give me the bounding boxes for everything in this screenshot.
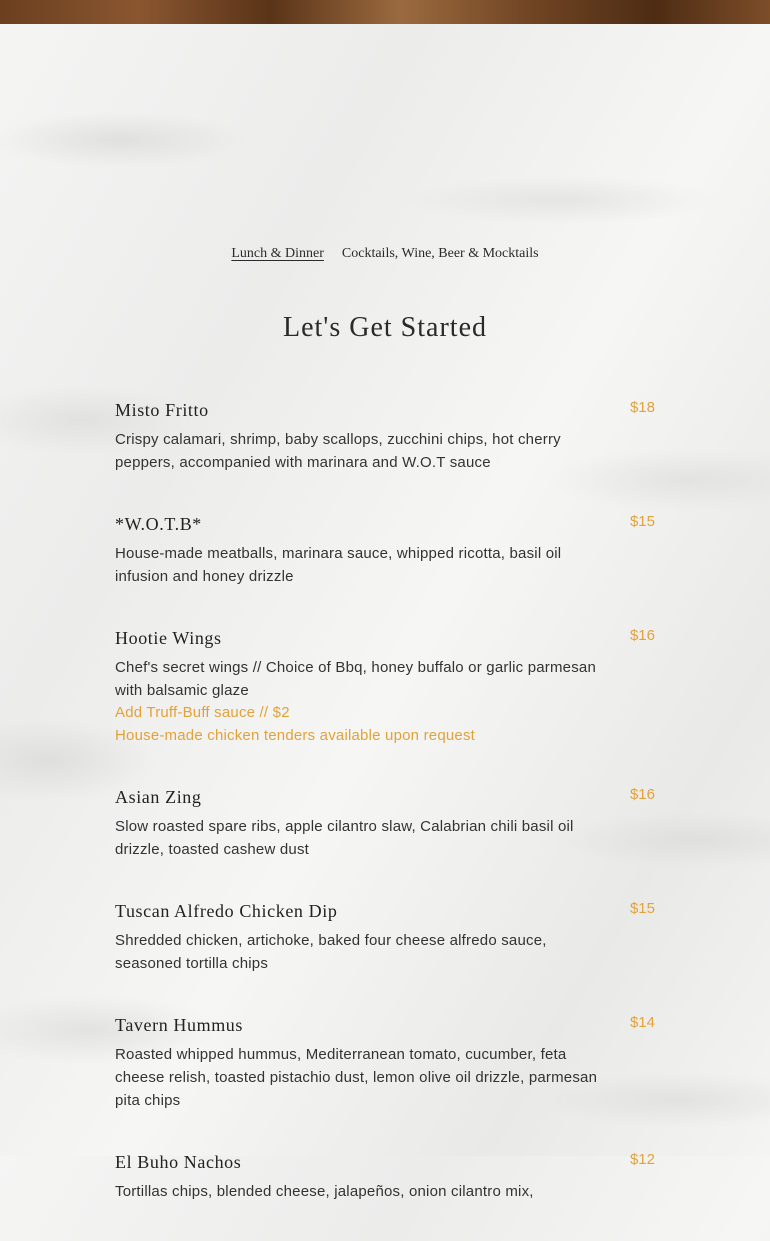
menu-list <box>115 398 655 1241</box>
menu-item-wotb <box>115 512 655 588</box>
item-description: Slow roasted spare ribs, apple cilantro slaw, Calabrian chili basil oil drizzle, toasted cashew dust <box>115 818 574 858</box>
item-description: Roasted whipped hummus, Mediterranean tomato, cucumber, feta cheese relish, toasted pistachio dust, lemon olive oil drizzle, parmesan pita chips <box>115 1046 598 1109</box>
item-name: Asian Zing <box>115 787 202 807</box>
item-addon-note: Add Truff-Buff sauce // $2 <box>115 704 290 721</box>
item-name: Hootie Wings <box>115 628 222 648</box>
section-title: Let's Get Started <box>283 312 487 343</box>
menu-item-el-buho-nachos <box>115 1150 655 1203</box>
item-price: $12 <box>629 1151 655 1168</box>
hero-image-strip <box>0 0 770 24</box>
menu-item-misto-fritto <box>115 398 655 474</box>
item-price: $16 <box>629 627 655 644</box>
item-name: Tuscan Alfredo Chicken Dip <box>115 901 338 921</box>
item-price: $14 <box>629 1014 655 1031</box>
menu-tabs <box>0 246 770 262</box>
item-name: *W.O.T.B* <box>115 514 202 534</box>
item-name: Misto Fritto <box>115 400 209 420</box>
item-price: $15 <box>629 900 655 917</box>
menu-item-tuscan-alfredo-dip <box>115 899 655 975</box>
item-description: Shredded chicken, artichoke, baked four cheese alfredo sauce, seasoned tortilla chips <box>115 932 547 972</box>
tab-lunch-dinner[interactable]: Lunch & Dinner <box>231 246 324 261</box>
tab-cocktails-wine-beer[interactable]: Cocktails, Wine, Beer & Mocktails <box>341 246 539 261</box>
item-name: Tavern Hummus <box>115 1015 244 1035</box>
item-description: House-made meatballs, marinara sauce, whipped ricotta, basil oil infusion and honey drizzle <box>115 545 562 585</box>
item-name: El Buho Nachos <box>115 1152 242 1172</box>
menu-item-hootie-wings <box>115 626 655 747</box>
menu-item-asian-zing <box>115 785 655 861</box>
menu-item-tavern-hummus <box>115 1013 655 1112</box>
item-price: $16 <box>629 786 655 803</box>
item-description: Chef's secret wings // Choice of Bbq, honey buffalo or garlic parmesan with balsamic glaze <box>115 659 596 699</box>
item-description: Crispy calamari, shrimp, baby scallops, zucchini chips, hot cherry peppers, accompanied with marinara and W.O.T sauce <box>115 431 561 471</box>
item-price: $18 <box>629 399 655 416</box>
item-price: $15 <box>629 513 655 530</box>
item-description: Tortillas chips, blended cheese, jalapeños, onion cilantro mix, <box>115 1183 534 1200</box>
item-addon-note: House-made chicken tenders available upon request <box>115 726 476 744</box>
